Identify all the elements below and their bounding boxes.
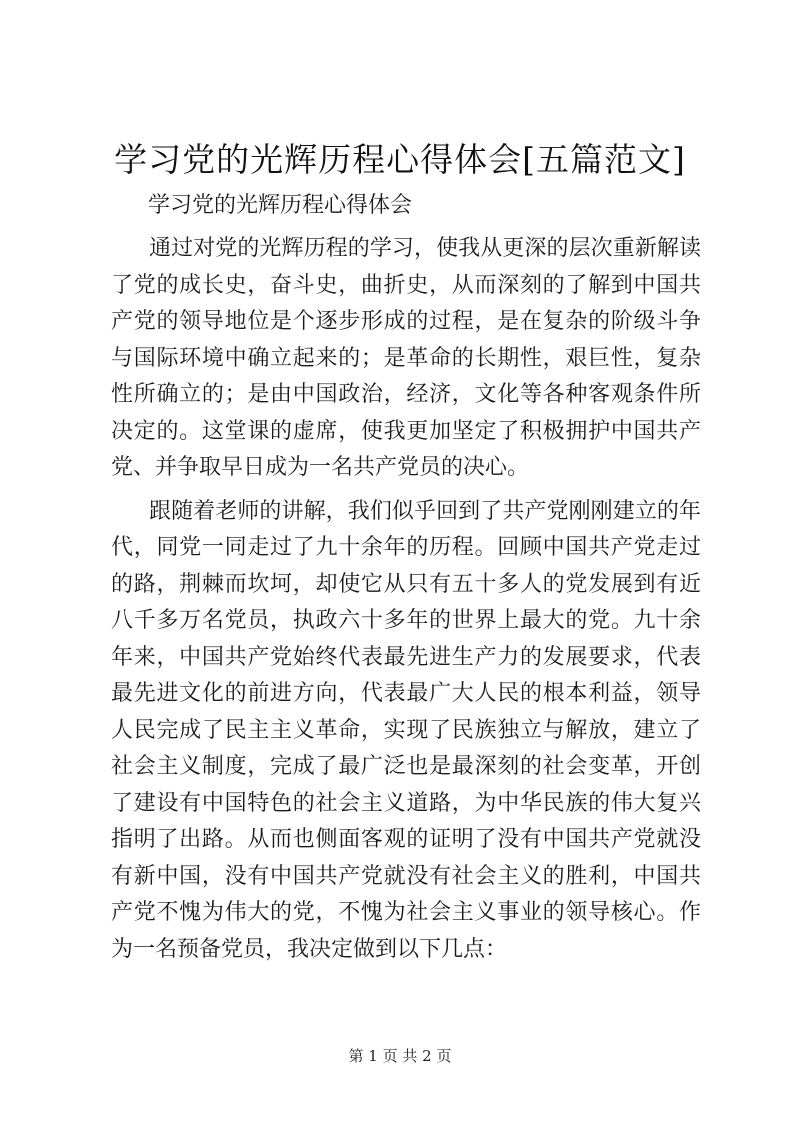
document-body bbox=[111, 185, 701, 968]
body-paragraph-1: 通过对党的光辉历程的学习，使我从更深的层次重新解读了党的成长史，奋斗史，曲折史，从而深刻的了解到中国共产党的领导地位是个逐步形成的过程，是在复杂的阶级斗争与国际环境中确立起来的；是革命的长期性，艰巨性，复杂性所确立的；是由中国政治，经济，文化等各种客观条件所决定的。这堂课的虚席，使我更加坚定了积极拥护中国共产党、并争取早日成为一名共产党员的决心。 bbox=[111, 236, 701, 480]
document-title: 学习党的光辉历程心得体会[五篇范文] bbox=[114, 140, 686, 179]
page-number-footer: 第 1 页 共 2 页 bbox=[348, 1047, 452, 1065]
body-paragraph-2: 跟随着老师的讲解，我们似乎回到了共产党刚刚建立的年代，同党一同走过了九十余年的历程。回顾中国共产党走过的路，荆棘而坎坷，却使它从只有五十多人的党发展到有近八千多万名党员，执政六十多年的世界上最大的党。九十余年来，中国共产党始终代表最先进生产力的发展要求，代表最先进文化的前进方向，代表最广大人民的根本利益，领导人民完成了民主主义革命，实现了民族独立与解放，建立了社会主义制度，完成了最广泛也是最深刻的社会变革，开创了建设有中国特色的社会主义道路，为中华民族的伟大复兴指明了出路。从而也侧面客观的证明了没有中国共产党就没有新中国，没有中国共产党就没有社会主义的胜利，中国共产党不愧为伟大的党，不愧为社会主义事业的领导核心。作为一名预备党员，我决定做到以下几点： bbox=[111, 498, 701, 962]
document-subtitle: 学习党的光辉历程心得体会 bbox=[148, 193, 413, 218]
